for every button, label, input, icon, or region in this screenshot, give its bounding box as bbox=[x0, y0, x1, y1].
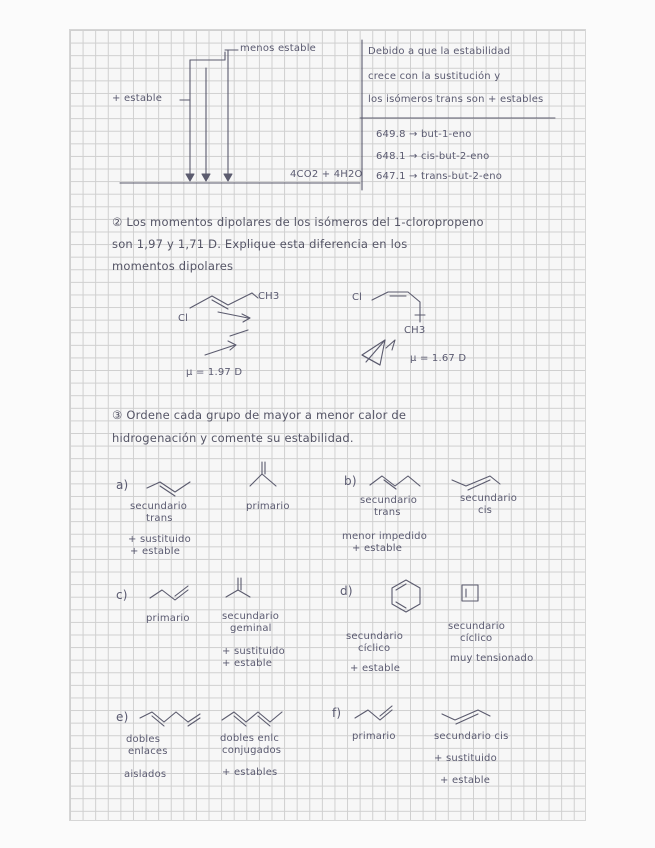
part-f-note2: + estable bbox=[440, 775, 491, 786]
part-d-label: d) bbox=[340, 584, 353, 598]
methyl-label-cis: CH3 bbox=[404, 325, 426, 336]
part-c-item2-line1: secundario bbox=[222, 611, 280, 622]
question-2-line-1: ② Los momentos dipolares de los isómeros del 1-cloropropeno bbox=[112, 215, 484, 229]
part-a-item1-line2: trans bbox=[146, 513, 173, 524]
less-stable-label: menos estable bbox=[240, 43, 317, 54]
trans-chloropropene-structure bbox=[190, 293, 258, 355]
part-e-item2-line2: conjugados bbox=[222, 745, 282, 756]
question-2-line-2: son 1,97 y 1,71 D. Explique esta diferencia en los bbox=[112, 237, 408, 251]
part-c-item2-line2: geminal bbox=[230, 623, 272, 634]
part-c-note2: + estable bbox=[222, 658, 273, 669]
part-e-item1-line2: enlaces bbox=[128, 746, 168, 757]
part-c-item1: primario bbox=[146, 613, 190, 624]
chlorine-label-trans: Cl bbox=[178, 313, 189, 324]
part-e-note1: + estables bbox=[222, 767, 278, 778]
part-d-note2: muy tensionado bbox=[450, 653, 534, 664]
part-f-item1: primario bbox=[352, 731, 396, 742]
alkene-e-structures bbox=[140, 712, 282, 726]
heat-value-2: 648.1 → cis-but-2-eno bbox=[376, 151, 490, 162]
part-b-item1-line2: trans bbox=[374, 507, 401, 518]
part-b-item2-line1: secundario bbox=[460, 493, 518, 504]
chlorine-label-cis: Cl bbox=[352, 292, 363, 303]
question-3-line-1: ③ Ordene cada grupo de mayor a menor calor de bbox=[112, 408, 407, 422]
part-e-item1-line1: dobles bbox=[126, 734, 161, 745]
alkene-c-structures bbox=[150, 578, 250, 600]
part-b-note2: + estable bbox=[352, 543, 403, 554]
part-b-item2-line2: cis bbox=[478, 505, 493, 516]
part-d-item2-line2: cíclico bbox=[460, 633, 493, 644]
part-e-label: e) bbox=[116, 710, 129, 724]
alkene-a-structures bbox=[147, 462, 276, 496]
part-c-note1: + sustituido bbox=[222, 646, 285, 657]
heat-value-3: 647.1 → trans-but-2-eno bbox=[376, 171, 503, 182]
part-d-item2-line1: secundario bbox=[448, 621, 506, 632]
dipole-trans-value: μ = 1.97 D bbox=[186, 367, 243, 378]
part-a-note1: + sustituido bbox=[128, 534, 191, 545]
part-a-label: a) bbox=[116, 478, 129, 492]
part-a-note2: + estable bbox=[130, 546, 181, 557]
question-3-line-2: hidrogenación y comente su estabilidad. bbox=[112, 431, 354, 445]
alkene-f-structures bbox=[355, 706, 490, 724]
part-a-item2: primario bbox=[246, 501, 290, 512]
explanation-line-3: los isómeros trans son + estables bbox=[368, 94, 544, 105]
alkene-b-structures bbox=[370, 476, 500, 490]
question-2-line-3: momentos dipolares bbox=[112, 259, 234, 273]
part-b-item1-line1: secundario bbox=[360, 495, 418, 506]
methyl-label-trans: CH3 bbox=[258, 291, 280, 302]
part-c-label: c) bbox=[116, 588, 128, 602]
part-a-item1-line1: secundario bbox=[130, 501, 188, 512]
part-d-item1-line1: secundario bbox=[346, 631, 404, 642]
part-b-note1: menor impedido bbox=[342, 531, 428, 542]
part-d-item1-line2: cíclico bbox=[358, 643, 391, 654]
part-f-item2: secundario cis bbox=[434, 731, 509, 742]
explanation-line-1: Debido a que la estabilidad bbox=[368, 46, 511, 57]
part-f-note1: + sustituido bbox=[434, 753, 497, 764]
part-e-item2-line1: dobles enlc bbox=[220, 733, 280, 744]
heat-value-1: 649.8 → but-1-eno bbox=[376, 129, 472, 140]
part-e-item1-line3: aislados bbox=[124, 769, 167, 780]
alkene-d-structures bbox=[392, 580, 478, 612]
part-b-label: b) bbox=[344, 474, 357, 488]
dipole-cis-value: μ = 1.67 D bbox=[410, 353, 467, 364]
part-d-note1: + estable bbox=[350, 663, 401, 674]
explanation-line-2: crece con la sustitución y bbox=[368, 71, 501, 82]
part-f-label: f) bbox=[332, 706, 342, 720]
more-stable-label: + estable bbox=[112, 93, 163, 104]
combustion-products: 4CO2 + 4H2O bbox=[290, 169, 363, 180]
